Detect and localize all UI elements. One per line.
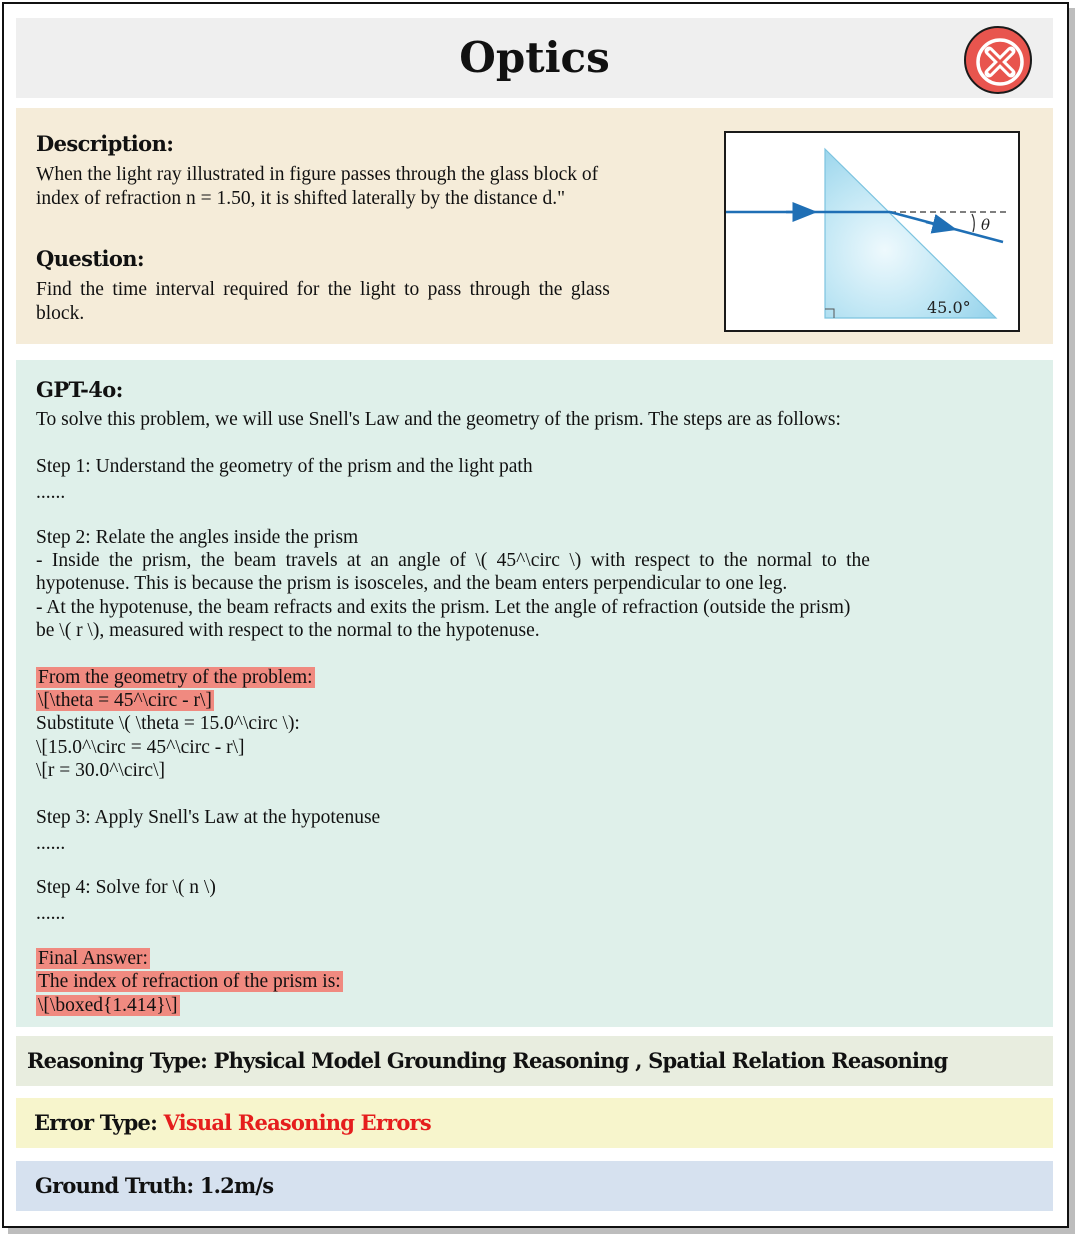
description-line: When the light ray illustrated in figure passes through the glass block of	[36, 164, 599, 185]
prism-diagram	[726, 133, 1018, 330]
error-type-value: Visual Reasoning Errors	[163, 1110, 431, 1135]
title-bar	[16, 18, 1053, 98]
angle-label: 45.0°	[927, 298, 971, 317]
final-answer-sentence-highlight: The index of refraction of the prism is:	[38, 971, 341, 992]
ellipsis: ......	[36, 482, 66, 503]
question-line: block.	[36, 302, 85, 324]
close-icon	[964, 26, 1032, 94]
substitute-equation-1: \[15.0^\circ = 45^\circ - r\]	[36, 737, 245, 758]
error-type-row	[34, 1098, 431, 1148]
page-title: Optics	[459, 33, 610, 82]
step2-bullet2-line2: be \( r \), measured with respect to the normal to the hypotenuse.	[36, 620, 540, 641]
geometry-label	[36, 666, 315, 690]
geometry-equation	[36, 689, 214, 713]
theta-label: θ	[981, 216, 991, 234]
final-answer-sentence	[36, 970, 343, 994]
final-answer-value	[36, 994, 180, 1018]
ground-truth-value: 1.2m/s	[199, 1173, 274, 1198]
step3-text: Step 3: Apply Snell's Law at the hypotenuse	[36, 807, 381, 828]
ellipsis: ......	[36, 833, 66, 854]
step2-text: Step 2: Relate the angles inside the prism	[36, 527, 359, 548]
intro-text: To solve this problem, we will use Snell's Law and the geometry of the prism. The steps are as follows:	[36, 409, 841, 430]
step2-bullet2-line1: - At the hypotenuse, the beam refracts and exits the prism. Let the angle of refraction (outside the prism)	[36, 597, 851, 618]
error-type-label: Error Type:	[34, 1110, 158, 1135]
substitute-equation-2: \[r = 30.0^\circ\]	[36, 760, 165, 781]
geometry-label-highlight: From the geometry of the problem:	[38, 667, 313, 688]
final-answer-value-highlight: \[\boxed{1.414}\]	[38, 995, 178, 1016]
reasoning-type-label: Reasoning Type:	[27, 1048, 208, 1073]
question-heading: Question:	[36, 246, 145, 271]
description-heading: Description:	[36, 131, 174, 156]
ground-truth-label: Ground Truth:	[35, 1173, 194, 1198]
geometry-equation-highlight: \[\theta = 45^\circ - r\]	[38, 690, 212, 711]
description-text	[36, 163, 718, 210]
reasoning-type-panel	[16, 1036, 1053, 1086]
model-heading: GPT-4o:	[36, 377, 123, 402]
step4-text: Step 4: Solve for \( n \)	[36, 877, 216, 898]
step2-bullet1-line2: hypotenuse. This is because the prism is isosceles, and the beam enters perpendicular to one leg.	[36, 573, 788, 594]
question-text	[36, 278, 718, 325]
step1-text: Step 1: Understand the geometry of the prism and the light path	[36, 456, 533, 477]
ground-truth-row	[35, 1161, 273, 1211]
substitute-text: Substitute \( \theta = 15.0^\circ \):	[36, 713, 300, 734]
reasoning-type-row	[27, 1036, 948, 1086]
ellipsis: ......	[36, 903, 66, 924]
final-answer-label	[36, 947, 150, 971]
final-answer-label-highlight: Final Answer:	[38, 948, 148, 969]
step2-bullet1-line1: - Inside the prism, the beam travels at an angle of \( 45^\circ \) with respect to the normal to the	[36, 550, 870, 571]
ground-truth-panel	[16, 1161, 1053, 1211]
question-line: Find the time interval required for the light to pass through the glass	[36, 279, 610, 300]
error-type-panel	[16, 1098, 1053, 1148]
reasoning-type-value: Physical Model Grounding Reasoning , Spatial Relation Reasoning	[213, 1048, 948, 1073]
description-line: index of refraction n = 1.50, it is shifted laterally by the distance d."	[36, 187, 566, 209]
prism-figure	[724, 131, 1020, 332]
